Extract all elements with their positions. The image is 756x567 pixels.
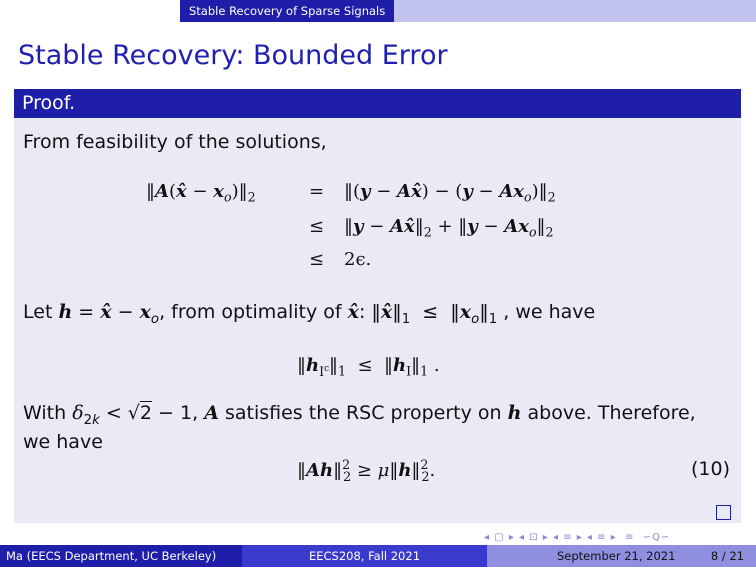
qed-icon (716, 505, 731, 520)
footer-page-number: 8 / 21 (710, 549, 744, 563)
eq1-row3-rhs: 2ϵ. (344, 249, 372, 270)
header-left (0, 0, 180, 22)
eq1-row2-rel: ≤ (309, 216, 325, 237)
rsc-text-cont: we have (23, 431, 103, 453)
eq1-row2-rhs: ‖y − $Ax̂‖_2$ + ‖y − $Ax_o‖_2$ (344, 216, 554, 240)
equation-number: (10) (691, 458, 731, 480)
frame-title: Stable Recovery: Bounded Error (18, 40, 448, 71)
rsc-equation: ‖Ah‖$^2_2$ ≥ μ‖h‖$^2_2$. (297, 457, 436, 484)
footer-bar (0, 545, 756, 567)
header-right (394, 0, 756, 22)
eq1-row3-rel: ≤ (309, 249, 325, 270)
footer-date: September 21, 2021 (557, 549, 676, 563)
proof-title: Proof. (14, 89, 741, 118)
footer-right (487, 545, 756, 567)
rsc-text: With $\delta_{2k} < √2 - 1$, A satisfies the RSC property on h above. Therefore, (23, 402, 696, 428)
header-bar (0, 0, 756, 22)
footer-author: Ma (EECS Department, UC Berkeley) (0, 545, 242, 567)
eq1-row1-rel: = (309, 181, 325, 202)
section-title[interactable]: Stable Recovery of Sparse Signals (180, 0, 394, 22)
beamer-navigation-icons[interactable]: ◂ ▢ ▸ ◂ ⊡ ▸ ◂ ≡ ▸ ◂ ≡ ▸ ≡ ∽Q∽ (484, 532, 671, 543)
eq1-row1-rhs: ‖(y − Ax̂) − $(y - Ax_o)‖_2$ (344, 181, 556, 205)
intro-text: From feasibility of the solutions, (23, 131, 327, 153)
cone-inequality: $‖h_{I^c}‖_1$ ≤ $‖h_I‖_1$ . (297, 355, 440, 379)
eq1-row1-lhs: ‖A(x̂ − $x_o)‖_2$ (146, 181, 256, 205)
optimality-text: Let h = x̂ − $x_o$, from optimality of x̂: $‖x̂‖_1$ ≤ $‖x_o‖_1$ , we have (23, 301, 596, 327)
footer-course: EECS208, Fall 2021 (242, 545, 487, 567)
